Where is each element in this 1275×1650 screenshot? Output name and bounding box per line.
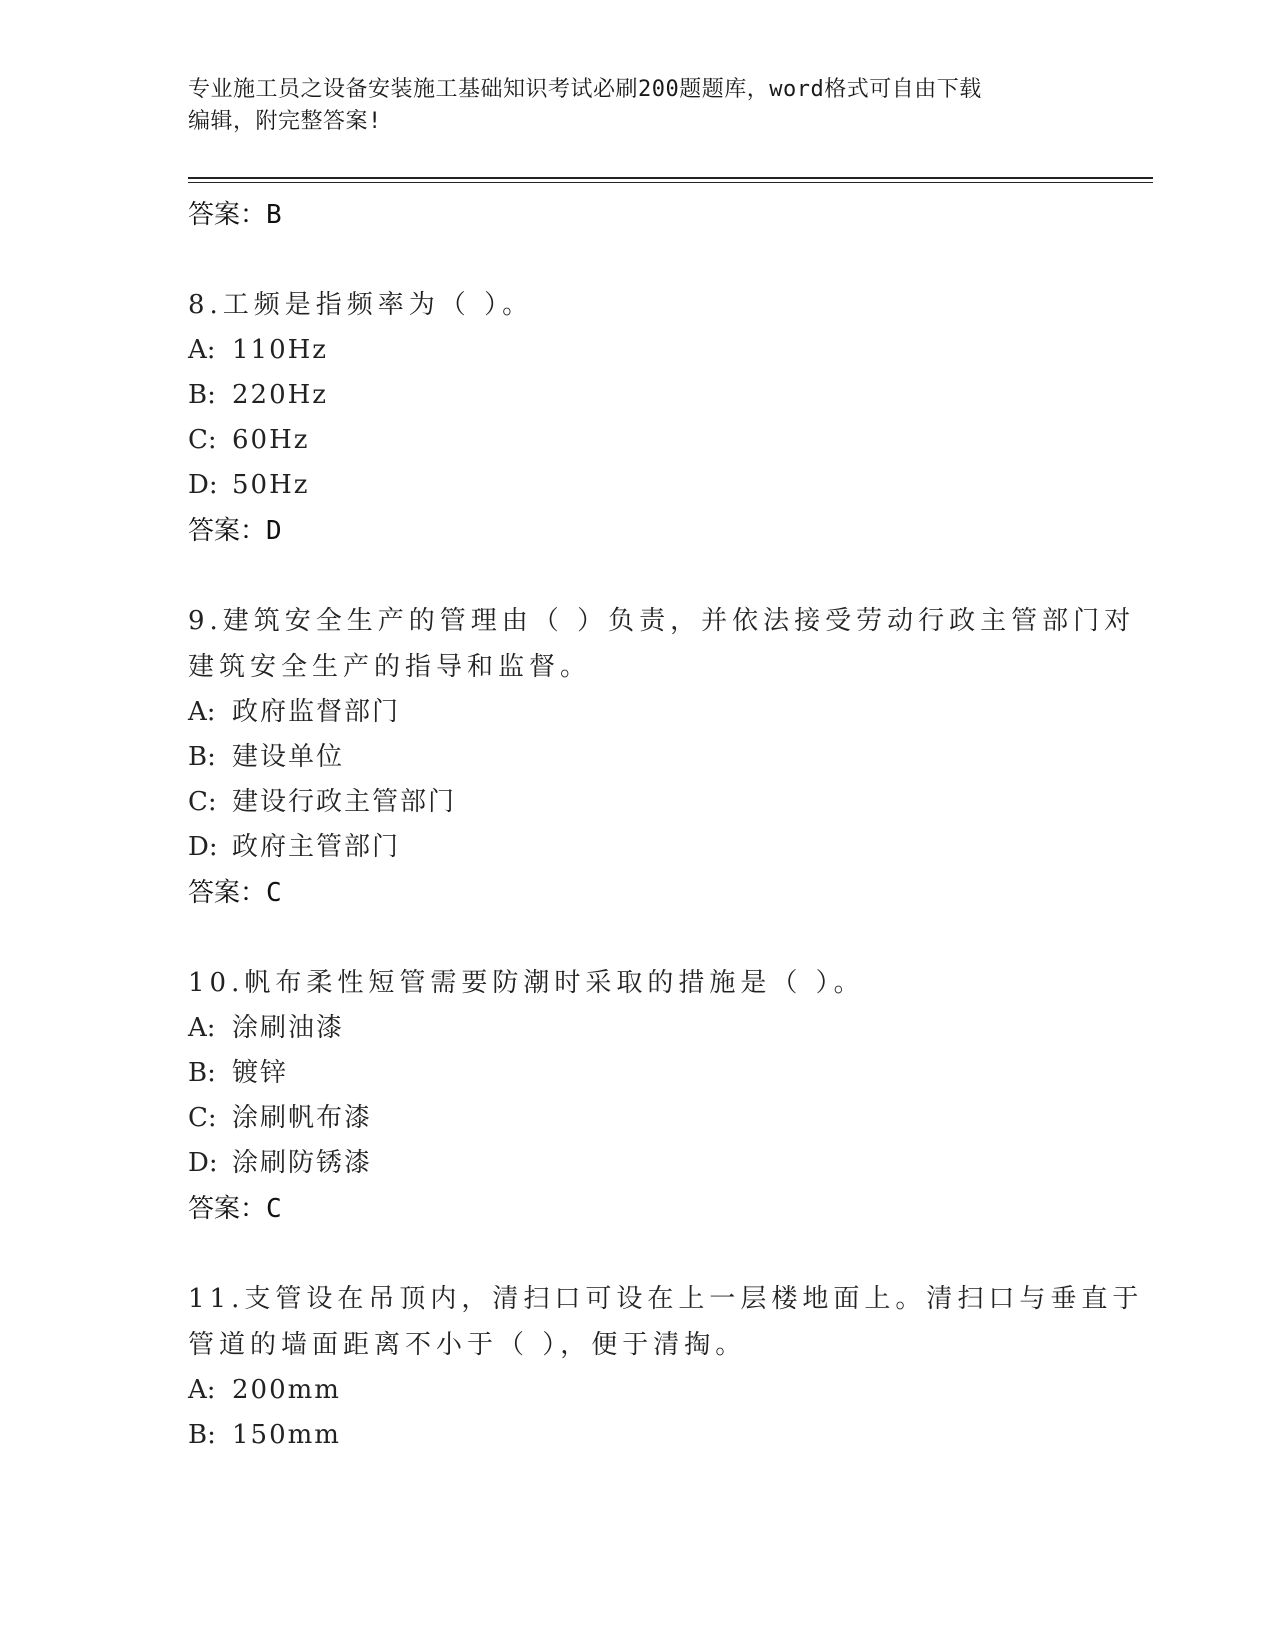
option-d bbox=[188, 463, 1088, 508]
option-text: 建设行政主管部门 bbox=[232, 787, 457, 817]
option-c bbox=[188, 418, 1088, 463]
option-b bbox=[188, 1413, 1088, 1458]
option-text: 政府监督部门 bbox=[232, 697, 401, 727]
answer-line: 答案：C bbox=[188, 1194, 282, 1224]
question-block bbox=[188, 282, 1088, 554]
option-text: 150mm bbox=[232, 1420, 341, 1450]
answer-line: 答案：B bbox=[188, 200, 282, 230]
option-d bbox=[188, 1141, 1088, 1186]
option-key: C: bbox=[188, 425, 217, 455]
option-text: 镀锌 bbox=[232, 1058, 289, 1088]
option-key: C: bbox=[188, 787, 217, 817]
option-a bbox=[188, 328, 1088, 373]
question-text: 11.支管设在吊顶内，清扫口可设在上一层楼地面上。清扫口与垂直于 bbox=[188, 1284, 1144, 1314]
option-text: 220Hz bbox=[232, 380, 328, 410]
option-c bbox=[188, 780, 1088, 825]
option-a bbox=[188, 1006, 1088, 1051]
option-text: 涂刷油漆 bbox=[232, 1013, 345, 1043]
question-list bbox=[188, 192, 1144, 1458]
spacer bbox=[188, 554, 1088, 598]
question-block bbox=[188, 598, 1136, 916]
answer-line: 答案：D bbox=[188, 516, 282, 546]
option-text: 政府主管部门 bbox=[232, 832, 401, 862]
option-a bbox=[188, 690, 1088, 735]
option-b bbox=[188, 735, 1088, 780]
spacer bbox=[188, 238, 1088, 282]
question-block bbox=[188, 960, 1088, 1232]
option-key: B: bbox=[188, 380, 216, 410]
option-key: D: bbox=[188, 1148, 218, 1178]
answer-line: 答案：C bbox=[188, 878, 282, 908]
option-key: A: bbox=[188, 1375, 216, 1405]
spacer bbox=[188, 916, 1088, 960]
question-text: 8.工频是指频率为（ ）。 bbox=[188, 290, 534, 320]
option-text: 涂刷帆布漆 bbox=[232, 1103, 373, 1133]
option-a bbox=[188, 1368, 1088, 1413]
header-divider-thin bbox=[188, 182, 1153, 183]
option-key: D: bbox=[188, 832, 218, 862]
option-c bbox=[188, 1096, 1088, 1141]
question-text: 10.帆布柔性短管需要防潮时采取的措施是（ ）。 bbox=[188, 968, 865, 998]
option-key: B: bbox=[188, 1420, 216, 1450]
spacer bbox=[188, 1232, 1088, 1276]
header-title-line-1: 专业施工员之设备安装施工基础知识考试必刷200题题库，word格式可自由下载 bbox=[188, 77, 982, 102]
question-text-continued: 管道的墙面距离不小于（ ），便于清掏。 bbox=[188, 1330, 747, 1360]
header-divider-thick bbox=[188, 177, 1153, 179]
option-key: A: bbox=[188, 1013, 216, 1043]
option-text: 建设单位 bbox=[232, 742, 345, 772]
option-text: 110Hz bbox=[232, 335, 328, 365]
option-key: B: bbox=[188, 742, 216, 772]
option-b bbox=[188, 373, 1088, 418]
option-text: 200mm bbox=[232, 1375, 341, 1405]
header-title-line-2: 编辑，附完整答案! bbox=[188, 109, 382, 134]
option-b bbox=[188, 1051, 1088, 1096]
document-header bbox=[188, 74, 1088, 138]
option-key: C: bbox=[188, 1103, 217, 1133]
option-text: 涂刷防锈漆 bbox=[232, 1148, 373, 1178]
option-key: A: bbox=[188, 335, 216, 365]
option-text: 60Hz bbox=[232, 425, 310, 455]
option-text: 50Hz bbox=[232, 470, 310, 500]
question-text-continued: 建筑安全生产的指导和监督。 bbox=[188, 652, 592, 682]
option-key: B: bbox=[188, 1058, 216, 1088]
question-block bbox=[188, 1276, 1144, 1458]
option-d bbox=[188, 825, 1088, 870]
option-key: D: bbox=[188, 470, 218, 500]
option-key: A: bbox=[188, 697, 216, 727]
question-text: 9.建筑安全生产的管理由（ ）负责，并依法接受劳动行政主管部门对 bbox=[188, 606, 1136, 636]
